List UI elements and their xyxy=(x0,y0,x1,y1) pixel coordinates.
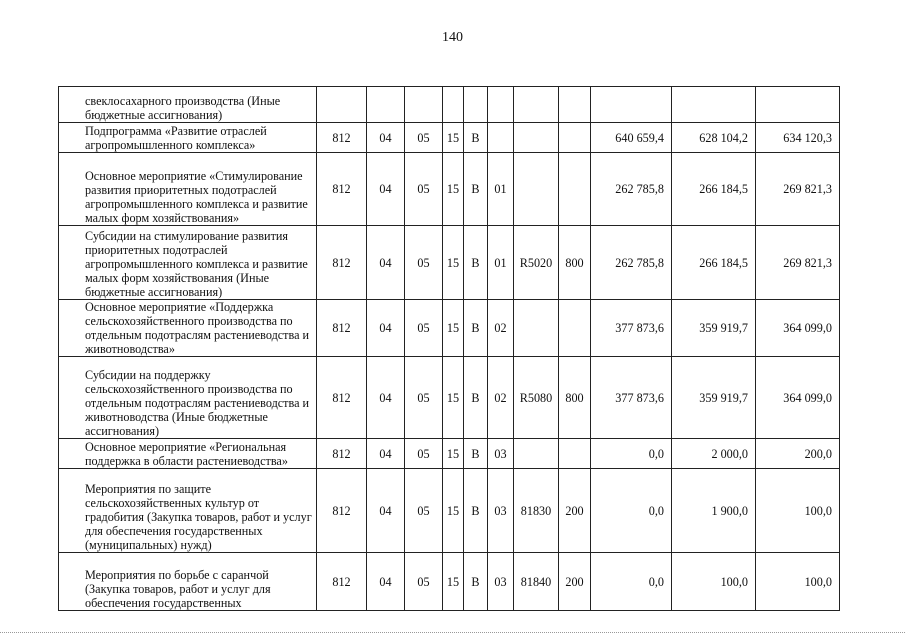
cell-section: 04 xyxy=(367,226,405,300)
cell-sum-year-1: 262 785,8 xyxy=(591,226,672,300)
cell-expense-type xyxy=(559,123,591,153)
cell-admin-code: 812 xyxy=(317,123,367,153)
table-row xyxy=(59,357,840,439)
cell-section xyxy=(367,87,405,123)
cell-name: Субсидии на поддержку сельскохозяйственного производства по отдельным подотраслям растениеводства и животноводства (Иные бюджетные ассигнования) xyxy=(59,357,317,439)
cell-sum-year-3 xyxy=(756,87,840,123)
cell-subsection: 05 xyxy=(405,439,443,469)
cell-subprogram: В xyxy=(464,226,488,300)
cell-direction: 81840 xyxy=(514,553,559,611)
cell-subprogram xyxy=(464,87,488,123)
cell-section: 04 xyxy=(367,153,405,226)
cell-admin-code: 812 xyxy=(317,357,367,439)
cell-program: 15 xyxy=(443,439,464,469)
cell-program: 15 xyxy=(443,300,464,357)
cell-subprogram: В xyxy=(464,300,488,357)
cell-section: 04 xyxy=(367,553,405,611)
cell-expense-type xyxy=(559,87,591,123)
table-row xyxy=(59,226,840,300)
cell-expense-type xyxy=(559,153,591,226)
cell-subsection: 05 xyxy=(405,469,443,553)
cell-sum-year-1 xyxy=(591,87,672,123)
cell-name: Субсидии на стимулирование развития приоритетных подотраслей агропромышленного комплекса и развитие малых форм хозяйствования (Иные бюджетные ассигнования) xyxy=(59,226,317,300)
cell-subprogram: В xyxy=(464,469,488,553)
cell-sum-year-2: 359 919,7 xyxy=(672,357,756,439)
cell-admin-code: 812 xyxy=(317,439,367,469)
table-row xyxy=(59,553,840,611)
cell-subprogram: В xyxy=(464,357,488,439)
cell-name: свеклосахарного производства (Иные бюджетные ассигнования) xyxy=(59,87,317,123)
cell-subsection: 05 xyxy=(405,357,443,439)
cell-sum-year-1: 0,0 xyxy=(591,553,672,611)
cell-direction xyxy=(514,123,559,153)
table-row xyxy=(59,469,840,553)
cell-admin-code: 812 xyxy=(317,153,367,226)
cell-activity: 03 xyxy=(488,553,514,611)
cell-expense-type xyxy=(559,439,591,469)
cell-sum-year-2: 266 184,5 xyxy=(672,153,756,226)
cell-name: Основное мероприятие «Региональная поддержка в области растениеводства» xyxy=(59,439,317,469)
cell-sum-year-3: 100,0 xyxy=(756,553,840,611)
cell-admin-code: 812 xyxy=(317,300,367,357)
cell-subprogram: В xyxy=(464,123,488,153)
cell-program: 15 xyxy=(443,153,464,226)
cell-direction xyxy=(514,300,559,357)
cell-sum-year-2 xyxy=(672,87,756,123)
cell-section: 04 xyxy=(367,439,405,469)
cell-sum-year-3: 364 099,0 xyxy=(756,357,840,439)
cell-subprogram: В xyxy=(464,153,488,226)
cell-admin-code: 812 xyxy=(317,553,367,611)
cell-activity xyxy=(488,123,514,153)
cell-sum-year-1: 0,0 xyxy=(591,469,672,553)
cell-sum-year-2: 2 000,0 xyxy=(672,439,756,469)
cell-section: 04 xyxy=(367,357,405,439)
cell-activity: 03 xyxy=(488,469,514,553)
cell-sum-year-3: 634 120,3 xyxy=(756,123,840,153)
cell-program: 15 xyxy=(443,553,464,611)
table-row xyxy=(59,153,840,226)
cell-section: 04 xyxy=(367,300,405,357)
cell-activity xyxy=(488,87,514,123)
cell-program: 15 xyxy=(443,226,464,300)
cell-sum-year-3: 364 099,0 xyxy=(756,300,840,357)
cell-expense-type: 200 xyxy=(559,469,591,553)
cell-activity: 02 xyxy=(488,357,514,439)
cell-subsection xyxy=(405,87,443,123)
cell-section: 04 xyxy=(367,469,405,553)
cell-sum-year-1: 262 785,8 xyxy=(591,153,672,226)
page-bottom-rule xyxy=(0,632,905,633)
cell-name: Основное мероприятие «Стимулирование развития приоритетных подотраслей агропромышленного комплекса и развитие малых форм хозяйствования» xyxy=(59,153,317,226)
cell-direction xyxy=(514,153,559,226)
table-body xyxy=(59,87,840,611)
cell-sum-year-2: 1 900,0 xyxy=(672,469,756,553)
budget-table xyxy=(58,86,840,611)
cell-sum-year-1: 0,0 xyxy=(591,439,672,469)
table-row xyxy=(59,87,840,123)
cell-name: Подпрограмма «Развитие отраслей агропромышленного комплекса» xyxy=(59,123,317,153)
table-row xyxy=(59,439,840,469)
cell-activity: 03 xyxy=(488,439,514,469)
cell-sum-year-2: 266 184,5 xyxy=(672,226,756,300)
cell-subprogram: В xyxy=(464,439,488,469)
cell-program: 15 xyxy=(443,123,464,153)
cell-program xyxy=(443,87,464,123)
cell-direction: R5020 xyxy=(514,226,559,300)
cell-name: Мероприятия по защите сельскохозяйственных культур от градобития (Закупка товаров, работ и услуг для обеспечения государственных (муниципальных) нужд) xyxy=(59,469,317,553)
cell-activity: 01 xyxy=(488,226,514,300)
cell-direction: R5080 xyxy=(514,357,559,439)
cell-program: 15 xyxy=(443,357,464,439)
cell-admin-code xyxy=(317,87,367,123)
page-number: 140 xyxy=(442,30,463,45)
cell-sum-year-2: 628 104,2 xyxy=(672,123,756,153)
cell-direction xyxy=(514,87,559,123)
cell-direction xyxy=(514,439,559,469)
cell-expense-type: 200 xyxy=(559,553,591,611)
cell-activity: 02 xyxy=(488,300,514,357)
cell-sum-year-1: 377 873,6 xyxy=(591,300,672,357)
cell-sum-year-3: 269 821,3 xyxy=(756,153,840,226)
cell-sum-year-3: 100,0 xyxy=(756,469,840,553)
cell-subsection: 05 xyxy=(405,153,443,226)
cell-subsection: 05 xyxy=(405,226,443,300)
cell-name: Основное мероприятие «Поддержка сельскохозяйственного производства по отдельным подотраслям растениеводства и животноводства» xyxy=(59,300,317,357)
cell-activity: 01 xyxy=(488,153,514,226)
cell-sum-year-3: 200,0 xyxy=(756,439,840,469)
cell-subsection: 05 xyxy=(405,123,443,153)
cell-expense-type xyxy=(559,300,591,357)
cell-admin-code: 812 xyxy=(317,226,367,300)
cell-expense-type: 800 xyxy=(559,357,591,439)
cell-subprogram: В xyxy=(464,553,488,611)
cell-direction: 81830 xyxy=(514,469,559,553)
cell-program: 15 xyxy=(443,469,464,553)
cell-section: 04 xyxy=(367,123,405,153)
cell-sum-year-2: 100,0 xyxy=(672,553,756,611)
table-row xyxy=(59,300,840,357)
cell-sum-year-1: 377 873,6 xyxy=(591,357,672,439)
cell-admin-code: 812 xyxy=(317,469,367,553)
cell-expense-type: 800 xyxy=(559,226,591,300)
cell-sum-year-1: 640 659,4 xyxy=(591,123,672,153)
cell-subsection: 05 xyxy=(405,553,443,611)
cell-sum-year-3: 269 821,3 xyxy=(756,226,840,300)
cell-subsection: 05 xyxy=(405,300,443,357)
cell-sum-year-2: 359 919,7 xyxy=(672,300,756,357)
cell-name: Мероприятия по борьбе с саранчой (Закупка товаров, работ и услуг для обеспечения государственных xyxy=(59,553,317,611)
table-row xyxy=(59,123,840,153)
